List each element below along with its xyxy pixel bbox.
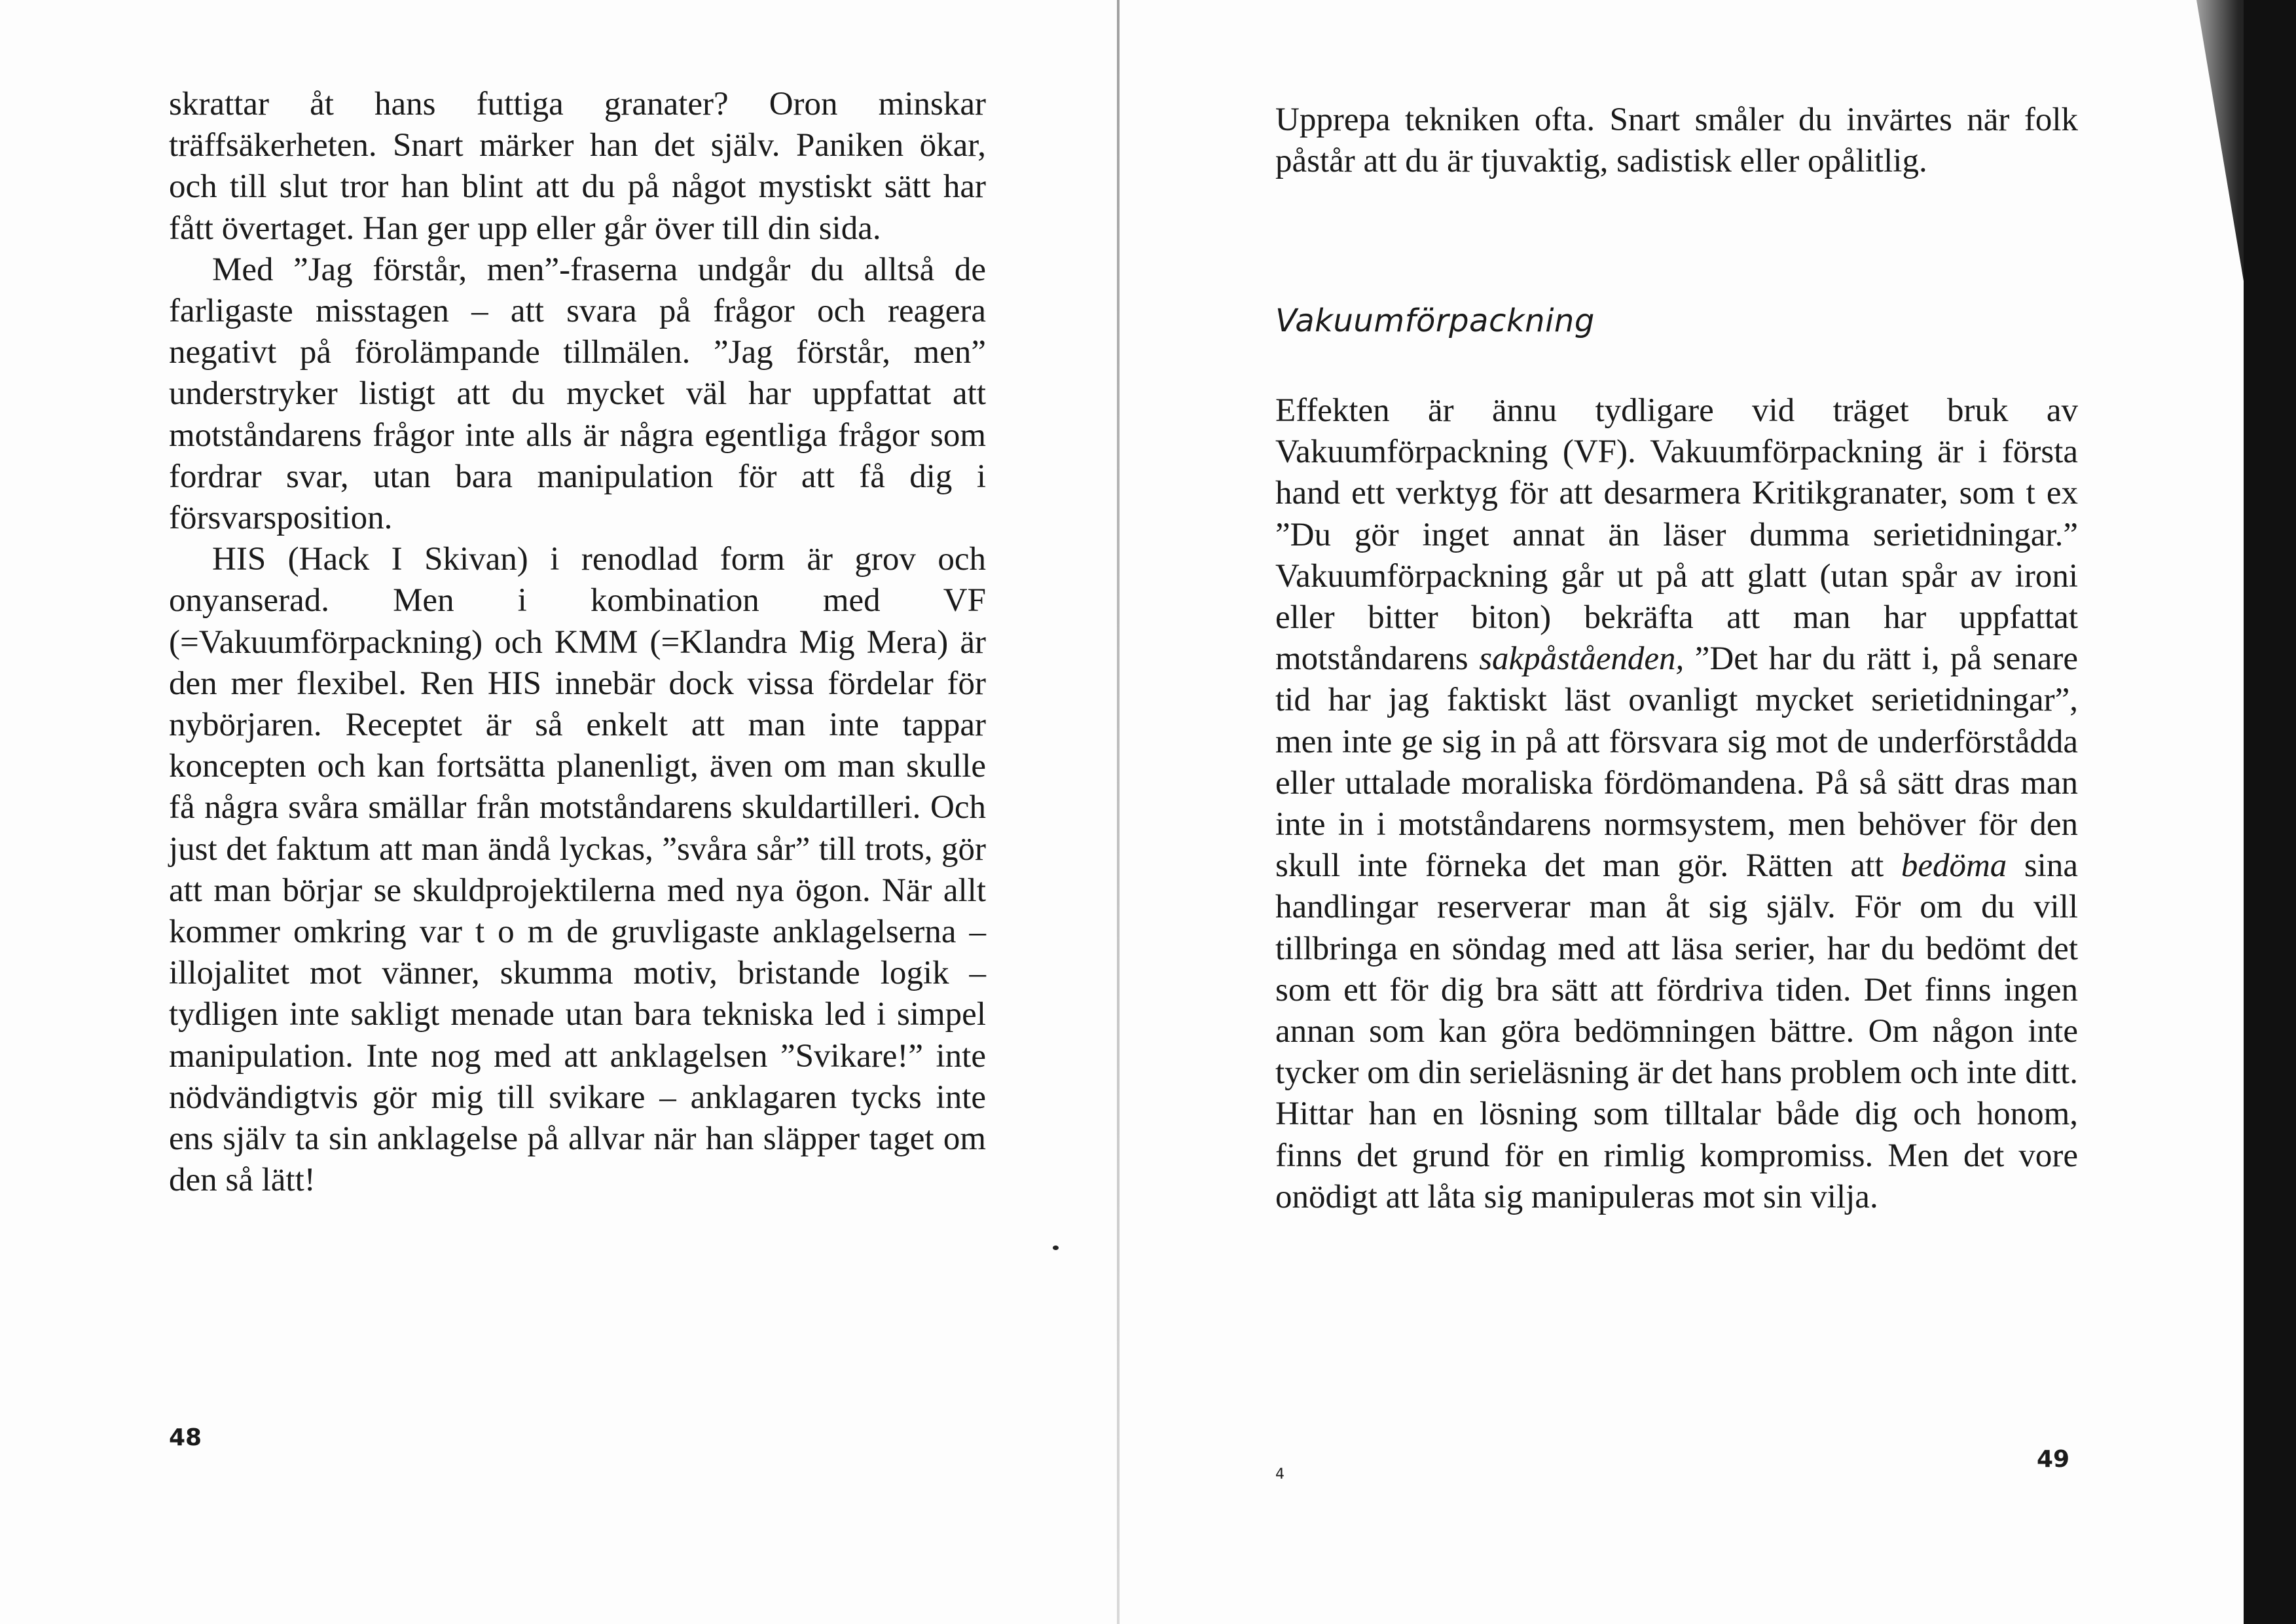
body-emphasis-2: bedöma [1901,847,2007,885]
section-heading: Vakuumförpackning [1275,303,1595,339]
body-text-part-1: Effekten är ännu tydligare vid träget bruk av Vakuumförpackning (VF). Vakuumförpackning är i första hand ett verktyg för att desarmera Kritikgranater, som t ex ”Du gör inget annat än läser dumma serietidningar.” Vakuumförpackning går ut på att glatt (utan spår av ironi eller bitter biton) bekräfta att man har uppfattat motståndarens [1275,392,2078,678]
body-text-part-2: ”Det har du rätt i, på senare tid har jag faktiskt läst ovanligt mycket serietidningar”, men inte ge sig in på att försvara sig mot de underförstådda eller uttalade moraliska fördömandena. På så sätt dras man inte in i motståndarens normsystem, men behöver för den skull inte förneka det man gör. Rätten att [1275,640,2078,885]
left-page-number: 48 [169,1424,202,1451]
signature-mark: 4 [1275,1466,1285,1483]
right-body-paragraph [1275,390,2078,1218]
left-paragraph-3: HIS (Hack I Skivan) i renodlad form är grov och onyanserad. Men i kombination med VF (=Vakuumförpackning) och KMM (=Klandra Mig Mera) är den mer flexibel. Ren HIS innebär dock vissa fördelar för nybörjaren. Receptet är så enkelt att man inte tappar koncepten och kan fortsätta planenligt, även om man skulle få några svåra smällar från motståndarens skuldartilleri. Och just det faktum att man ändå lyckas, ”svåra sår” till trots, gör att man börjar se skuldprojektilerna med nya ögon. När allt kommer omkring var t o m de gruvligaste anklagelserna – illojalitet mot vänner, skumma motiv, bristande logik – tydligen inte sakligt menade utan bara tekniska led i simpel manipulation. Inte nog med att anklagelsen ”Svikare!” inte nödvändigtvis gör mig till svikare – anklagaren tycks inte ens själv ta sin anklagelse på allvar när han släpper taget om den så lätt! [169,541,986,1199]
book-gutter [1117,0,1120,1624]
ink-speck [1053,1246,1059,1250]
left-paragraph-2: Med ”Jag förstår, men”-fraserna undgår du alltså de farligaste misstagen – att svara på frågor och reagera negativt på förolämpande tillmälen. ”Jag förstår, men” understryker listigt att du mycket väl har uppfattat att motståndarens frågor inte alls är några egentliga frågor som fordrar svar, utan bara manipulation för att få dig i försvarsposition. [169,251,986,537]
left-page-text [169,84,986,1201]
body-emphasis-1: sakpåståenden, [1479,640,1685,678]
left-paragraph-1: skrattar åt hans futtiga granater? Oron minskar träffsäkerheten. Snart märker han det själv. Paniken ökar, och till slut tror han blint att du på något mystiskt sätt har fått övertaget. Han ger upp eller går över till din sida. [169,86,986,247]
body-text-part-3: sina handlingar reserverar man åt sig själv. För om du vill tillbringa en söndag med att läsa serier, har du bedömt det som ett för dig bra sätt att fördriva tiden. Det finns ingen annan som kan göra bedömningen bättre. Om någon inte tycker om din serieläsning är det hans problem och inte ditt. Hittar han en lösning som tilltalar både dig och honom, finns det grund för en rimlig kompromiss. Men det vore onödigt att låta sig manipuleras mot sin vilja. [1275,847,2078,1215]
scan-edge-shadow [2159,0,2296,1624]
shadow-band [2244,0,2296,1624]
right-page-number: 49 [2037,1446,2070,1473]
right-intro-paragraph: Upprepa tekniken ofta. Snart småler du invärtes när folk påstår att du är tjuvaktig, sadistisk eller opålitlig. [1275,101,2078,180]
